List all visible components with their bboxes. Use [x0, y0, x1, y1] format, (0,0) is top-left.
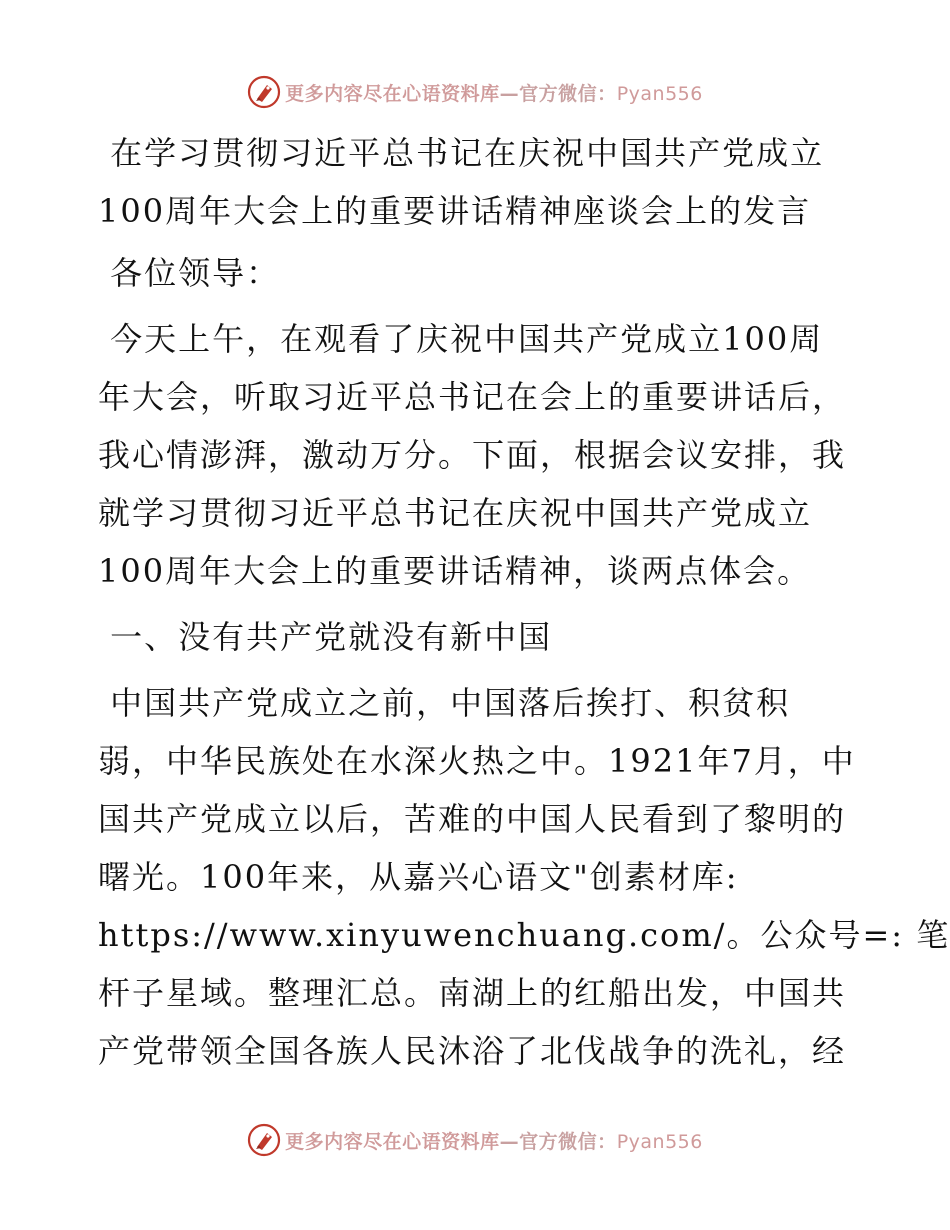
- para1-line-1: 今天上午，在观看了庆祝中国共产党成立100周: [98, 320, 824, 358]
- document-body: [98, 124, 950, 1080]
- watermark-text: [285, 1127, 703, 1154]
- section-heading-1: 一、没有共产党就没有新中国: [98, 618, 553, 656]
- pen-nib-logo-icon: [247, 1123, 281, 1157]
- watermark-separator: —官方微信：: [499, 82, 617, 105]
- para1-line-4: 就学习贯彻习近平总书记在庆祝中国共产党成立: [98, 494, 813, 532]
- title-line-2: 100周年大会上的重要讲话精神座谈会上的发言: [98, 192, 812, 230]
- pen-nib-logo-icon: [247, 75, 281, 109]
- watermark-separator: —官方微信：: [499, 1130, 617, 1153]
- watermark-wechat-id: Pyan556: [616, 82, 703, 105]
- para1-line-2: 年大会，听取习近平总书记在会上的重要讲话后，: [98, 378, 847, 416]
- header-watermark: [0, 72, 950, 112]
- watermark-brand: 更多内容尽在心语资料库: [285, 1130, 500, 1153]
- para2-line-4: 曙光。100年来，从嘉兴心语文"创素材库:: [98, 858, 739, 896]
- para2-line-1: 中国共产党成立之前，中国落后挨打、积贫积: [98, 684, 791, 722]
- para2-line-6: 杆子星域。整理汇总。南湖上的红船出发，中国共: [98, 974, 847, 1012]
- salutation: 各位领导：: [98, 254, 281, 292]
- para2-line-7: 产党带领全国各族人民沐浴了北伐战争的洗礼，经: [98, 1032, 847, 1070]
- watermark-text: [285, 79, 703, 106]
- para2-line-3: 国共产党成立以后，苦难的中国人民看到了黎明的: [98, 800, 847, 838]
- para1-line-5: 100周年大会上的重要讲话精神，谈两点体会。: [98, 552, 812, 590]
- footer-watermark: [0, 1120, 950, 1160]
- para2-line-2: 弱，中华民族处在水深火热之中。1921年7月，中: [98, 742, 856, 780]
- watermark-wechat-id: Pyan556: [616, 1130, 703, 1153]
- title-line-1: 在学习贯彻习近平总书记在庆祝中国共产党成立: [98, 134, 825, 172]
- para1-line-3: 我心情澎湃，激动万分。下面，根据会议安排，我: [98, 436, 847, 474]
- para2-line-5: https://www.xinyuwenchuang.com/。公众号=: 笔: [98, 916, 950, 954]
- watermark-brand: 更多内容尽在心语资料库: [285, 82, 500, 105]
